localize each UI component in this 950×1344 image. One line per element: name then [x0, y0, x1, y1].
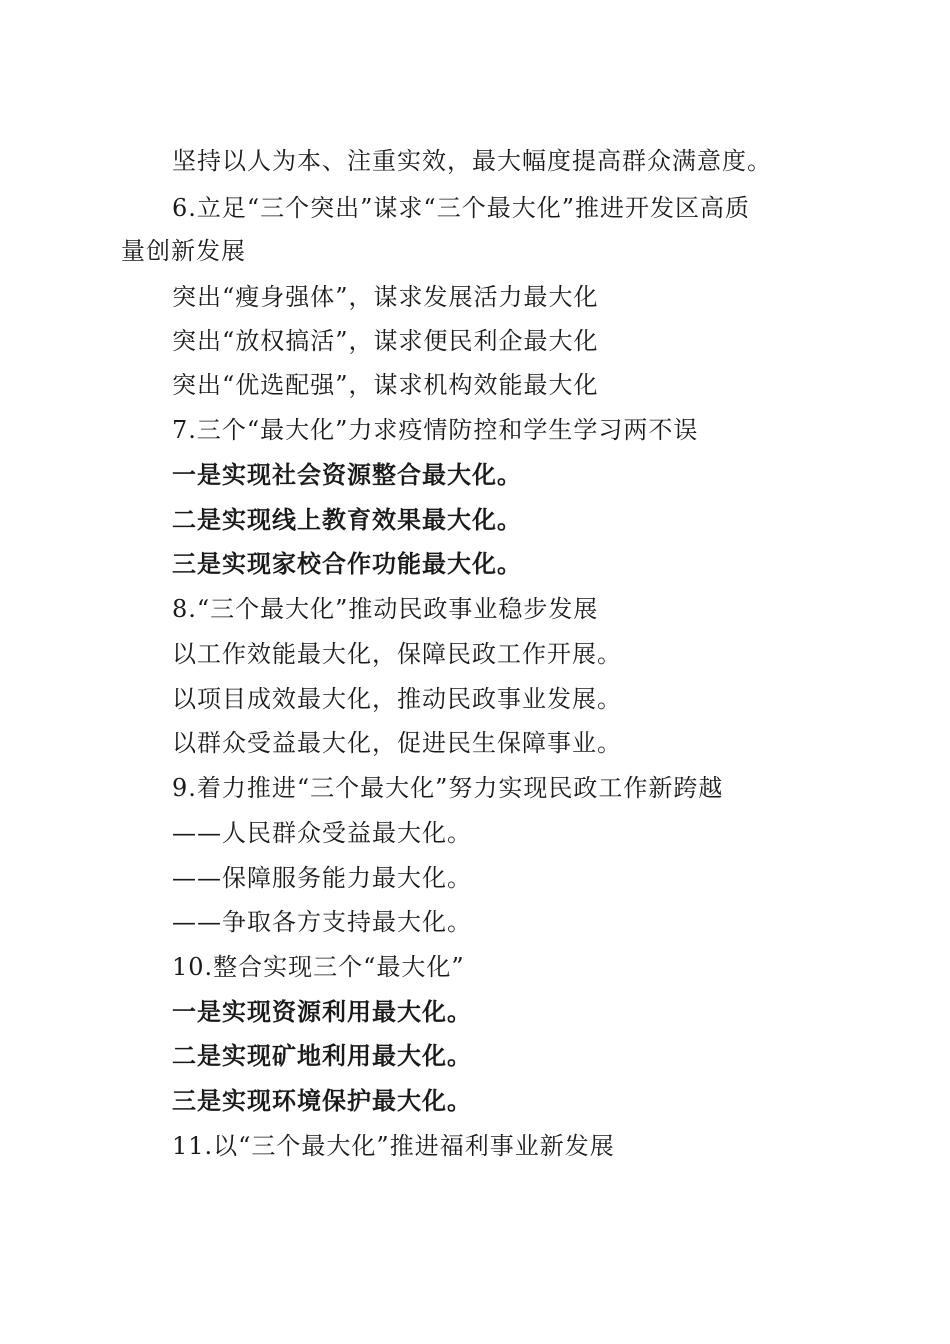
- heading-item-9: 9.着力推进“三个最大化”努力实现民政工作新跨越: [172, 774, 724, 802]
- bold-line-10: 三是实现家校合作功能最大化。: [172, 549, 522, 578]
- heading-item-6: 6.立足“三个突出”谋求“三个最大化”推进开发区高质: [172, 194, 750, 222]
- text-line-14: 以群众受益最大化，促进民生保障事业。: [172, 729, 622, 757]
- bold-line-20: 一是实现资源利用最大化。: [172, 997, 472, 1026]
- bold-line-22: 三是实现环境保护最大化。: [172, 1086, 472, 1115]
- text-line-12: 以工作效能最大化，保障民政工作开展。: [172, 640, 622, 668]
- text-line-18: ——争取各方支持最大化。: [172, 908, 472, 936]
- text-line-16: ——人民群众受益最大化。: [172, 819, 472, 847]
- text-line-6: 突出“优选配强”，谋求机构效能最大化: [172, 371, 599, 399]
- heading-item-7: 7.三个“最大化”力求疫情防控和学生学习两不误: [172, 416, 699, 444]
- bold-line-8: 一是实现社会资源整合最大化。: [172, 460, 522, 489]
- text-line-1: 坚持以人为本、注重实效，最大幅度提高群众满意度。: [172, 147, 772, 175]
- heading-item-11: 11.以“三个最大化”推进福利事业新发展: [172, 1132, 615, 1160]
- text-line-4: 突出“瘦身强体”，谋求发展活力最大化: [172, 283, 599, 311]
- heading-item-6-continuation: 量创新发展: [121, 237, 246, 265]
- text-line-13: 以项目成效最大化，推动民政事业发展。: [172, 685, 622, 713]
- text-line-17: ——保障服务能力最大化。: [172, 864, 472, 892]
- heading-item-8: 8.“三个最大化”推动民政事业稳步发展: [172, 595, 599, 623]
- text-line-5: 突出“放权搞活”，谋求便民利企最大化: [172, 327, 599, 355]
- bold-line-9: 二是实现线上教育效果最大化。: [172, 505, 522, 534]
- heading-item-10: 10.整合实现三个“最大化”: [172, 953, 465, 981]
- bold-line-21: 二是实现矿地利用最大化。: [172, 1041, 472, 1070]
